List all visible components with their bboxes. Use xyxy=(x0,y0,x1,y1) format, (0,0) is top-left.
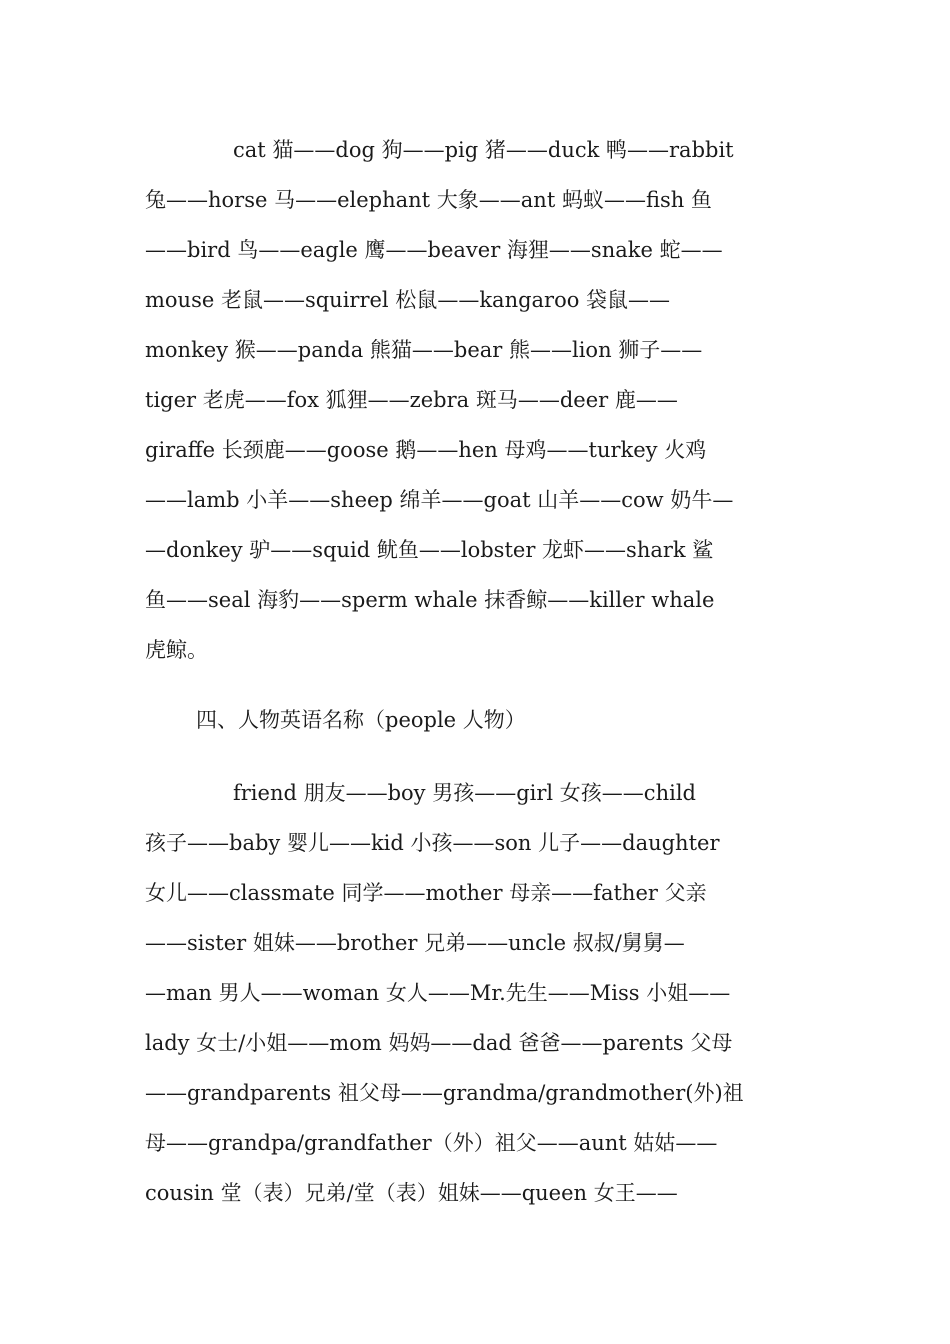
paragraph-line: mouse 老鼠——squirrel 松鼠——kangaroo 袋鼠—— xyxy=(145,288,671,312)
section-heading: 四、人物英语名称（people 人物） xyxy=(196,708,526,732)
paragraph-line: ——grandparents 祖父母——grandma/grandmother(外)祖 xyxy=(145,1081,744,1105)
paragraph-line: —donkey 驴——squid 鱿鱼——lobster 龙虾——shark 鲨 xyxy=(145,538,714,562)
paragraph-line: 虎鲸。 xyxy=(145,638,208,662)
paragraph-line: tiger 老虎——fox 狐狸——zebra 斑马——deer 鹿—— xyxy=(145,388,678,412)
paragraph-line: 鱼——seal 海豹——sperm whale 抹香鲸——killer whale xyxy=(145,588,715,612)
paragraph-line: friend 朋友——boy 男孩——girl 女孩——child xyxy=(233,781,696,805)
paragraph-line: —man 男人——woman 女人——Mr.先生——Miss 小姐—— xyxy=(145,981,731,1005)
paragraph-line: ——bird 鸟——eagle 鹰——beaver 海狸——snake 蛇—— xyxy=(145,238,723,262)
paragraph-line: 兔——horse 马——elephant 大象——ant 蚂蚁——fish 鱼 xyxy=(145,188,712,212)
paragraph-line: lady 女士/小姐——mom 妈妈——dad 爸爸——parents 父母 xyxy=(145,1031,733,1055)
paragraph-line: giraffe 长颈鹿——goose 鹅——hen 母鸡——turkey 火鸡 xyxy=(145,438,707,462)
paragraph-line: 女儿——classmate 同学——mother 母亲——father 父亲 xyxy=(145,881,707,905)
paragraph-line: cat 猫——dog 狗——pig 猪——duck 鸭——rabbit xyxy=(233,138,734,162)
paragraph-line: ——sister 姐妹——brother 兄弟——uncle 叔叔/舅舅— xyxy=(145,931,685,955)
paragraph-line: 母——grandpa/grandfather（外）祖父——aunt 姑姑—— xyxy=(145,1131,718,1155)
paragraph-line: monkey 猴——panda 熊猫——bear 熊——lion 狮子—— xyxy=(145,338,703,362)
paragraph-line: ——lamb 小羊——sheep 绵羊——goat 山羊——cow 奶牛— xyxy=(145,488,734,512)
paragraph-line: 孩子——baby 婴儿——kid 小孩——son 儿子——daughter xyxy=(145,831,720,855)
paragraph-line: cousin 堂（表）兄弟/堂（表）姐妹——queen 女王—— xyxy=(145,1181,678,1205)
